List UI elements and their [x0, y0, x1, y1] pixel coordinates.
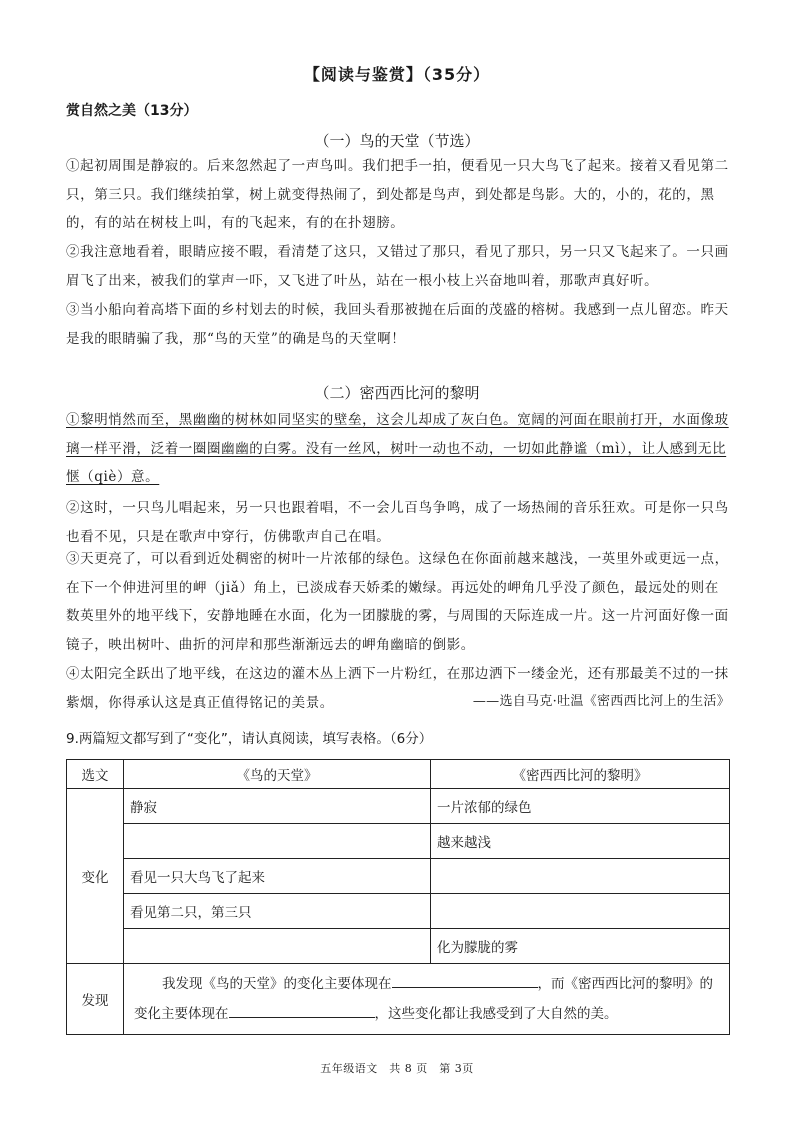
question-9: 9.两篇短文都写到了“变化”，请认真阅读，填写表格。（6分） — [66, 731, 433, 747]
answer-blank-2[interactable] — [229, 1003, 375, 1018]
subsection-title: 赏自然之美（13分） — [66, 103, 198, 119]
section-title: 【阅读与鉴赏】（35分） — [303, 65, 491, 84]
passage2-paragraph-4: ④太阳完全跃出了地平线，在这边的灌木丛上洒下一片粉红，在那边洒下一缕金光，还有那最美不过的一抹紫烟，你得承认这是真正值得铭记的美景。 — [66, 666, 729, 711]
table-header-row — [67, 760, 730, 789]
answer-cell[interactable] — [124, 929, 431, 964]
passage2-paragraph-2: ②这时，一只鸟儿唱起来，另一只也跟着唱，不一会儿百鸟争鸣，成了一场热闹的音乐狂欢。可是你一只鸟也看不见，只是在歌声中穿行，仿佛歌声自己在唱。 — [66, 500, 729, 545]
passage1-title: （一）鸟的天堂（节选） — [314, 132, 480, 150]
passage1-paragraph-3: ③当小船向着高塔下面的乡村划去的时候，我回头看那被抛在后面的茂盛的榕树。我感到一点儿留恋。昨天是我的眼睛骗了我，那“鸟的天堂”的确是鸟的天堂啊！ — [66, 302, 729, 347]
table-row — [67, 929, 730, 964]
answer-cell[interactable]: 静寂 — [124, 789, 431, 824]
table-row-finding — [67, 964, 730, 1035]
table-row — [67, 789, 730, 824]
find-text-part1: 我发现《鸟的天堂》的变化主要体现在 — [162, 976, 392, 992]
answer-blank-1[interactable] — [392, 973, 538, 988]
passage2-paragraph-1: ①黎明悄然而至，黑幽幽的树林如同坚实的壁垒，这会儿却成了灰白色。宽阔的河面在眼前打开，水面像玻璃一样平滑，泛着一圈圈幽幽的白雾。没有一丝风，树叶一动也不动，一切如此静谧（mì），让人感到无比惬（qiè）意。 — [66, 412, 729, 486]
page-footer: 五年级语文 共 8 页 第 3页 — [320, 1062, 474, 1075]
answer-cell[interactable] — [431, 894, 730, 929]
answer-cell[interactable]: 越来越浅 — [431, 824, 730, 859]
change-label-cell: 变化 — [67, 789, 124, 964]
table-row — [67, 824, 730, 859]
answer-table — [66, 759, 730, 1035]
header-col2-cell: 《密西西比河的黎明》 — [431, 760, 730, 789]
passage2-paragraph-3: ③天更亮了，可以看到近处稠密的树叶一片浓郁的绿色。这绿色在你面前越来越浅，一英里外或更远一点，在下一个伸进河里的岬（jiǎ）角上，已淡成春天娇柔的嫩绿。再远处的岬角几乎没了颜色，最远处的则在数英里外的地平线下，安静地睡在水面，化为一团朦胧的雾，与周围的天际连成一片。这一片河面好像一面镜子，映出树叶、曲折的河岸和那些渐渐远去的岬角幽暗的倒影。 — [66, 551, 729, 653]
table-row — [67, 859, 730, 894]
find-text-part2: ，而《密西西比河的黎明》的变化主要体现在 — [134, 976, 713, 1022]
answer-cell[interactable]: 看见一只大鸟飞了起来 — [124, 859, 431, 894]
find-text-part3: ，这些变化都让我感受到了大自然的美。 — [374, 1006, 618, 1022]
header-col1-cell: 《鸟的天堂》 — [124, 760, 431, 789]
find-label-cell: 发现 — [67, 964, 124, 1035]
passage2-source: ——选自马克·吐温《密西西比河上的生活》 — [472, 694, 730, 709]
answer-cell[interactable] — [124, 824, 431, 859]
passage1-paragraph-1: ①起初周围是静寂的。后来忽然起了一声鸟叫。我们把手一拍，便看见一只大鸟飞了起来。接着又看见第二只，第三只。我们继续拍掌，树上就变得热闹了，到处都是鸟声，到处都是鸟影。大的，小的，花的，黑的，有的站在树枝上叫，有的飞起来，有的在扑翅膀。 — [66, 158, 729, 232]
table-row — [67, 894, 730, 929]
answer-cell[interactable] — [431, 859, 730, 894]
header-label-cell: 选文 — [67, 760, 124, 789]
find-sentence-cell — [124, 964, 730, 1035]
passage1-paragraph-2: ②我注意地看着，眼睛应接不暇，看清楚了这只，又错过了那只，看见了那只，另一只又飞起来了。一只画眉飞了出来，被我们的掌声一吓，又飞进了叶丛，站在一根小枝上兴奋地叫着，那歌声真好听。 — [66, 244, 729, 289]
answer-cell[interactable]: 一片浓郁的绿色 — [431, 789, 730, 824]
passage2-title: （二）密西西比河的黎明 — [314, 384, 480, 402]
answer-cell[interactable]: 化为朦胧的雾 — [431, 929, 730, 964]
answer-cell[interactable]: 看见第二只，第三只 — [124, 894, 431, 929]
